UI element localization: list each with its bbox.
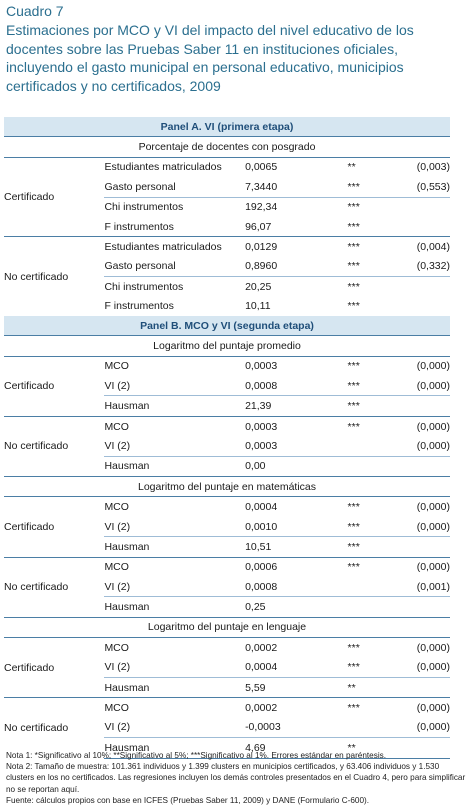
significance-stars xyxy=(348,597,392,617)
coefficient: 0,0002 xyxy=(245,638,347,658)
variable-name: Chi instrumentos xyxy=(104,197,245,217)
group-label: No certificado xyxy=(4,237,104,316)
coefficient: 0,0003 xyxy=(245,416,347,436)
section-title: Logaritmo del puntaje en matemáticas xyxy=(4,477,450,497)
table-row xyxy=(4,497,450,517)
significance-stars: *** xyxy=(348,237,392,257)
group-label: Certificado xyxy=(4,638,104,698)
group-label: No certificado xyxy=(4,416,104,476)
significance-stars: *** xyxy=(347,661,360,674)
variable-name: VI (2) xyxy=(104,439,131,452)
group-label: Certificado xyxy=(4,356,104,416)
variable-name: MCO xyxy=(104,416,245,436)
variable-name: F instrumentos xyxy=(104,300,174,313)
significance-stars: *** xyxy=(348,557,392,577)
standard-error: (0,001) xyxy=(416,580,450,593)
coefficient: 10,51 xyxy=(245,537,347,557)
table-title: Estimaciones por MCO y VI del impacto del nivel educativo de los docentes sobre las Pruebas Saber 11 en instituciones oficiales, incluyendo el gasto municipal en personal educativo, municipios certificados y no certificados, 2009 xyxy=(6,22,414,94)
group-label: No certificado xyxy=(4,698,104,758)
significance-stars: *** xyxy=(348,416,392,436)
significance-stars: *** xyxy=(347,180,360,193)
standard-error: (0,000) xyxy=(392,557,450,577)
variable-name: Hausman xyxy=(104,738,245,758)
variable-name: Estudiantes matriculados xyxy=(104,157,245,177)
variable-name: Gasto personal xyxy=(104,180,176,193)
significance-stars: *** xyxy=(348,638,392,658)
coefficient: 0,0004 xyxy=(245,497,347,517)
standard-error: (0,000) xyxy=(416,379,450,392)
standard-error: (0,000) xyxy=(392,356,450,376)
standard-error: (0,004) xyxy=(392,237,450,257)
variable-name: Hausman xyxy=(104,677,245,697)
standard-error: (0,332) xyxy=(416,260,450,273)
significance-stars: *** xyxy=(348,356,392,376)
standard-error xyxy=(392,197,450,217)
section-title: Logaritmo del puntaje en lenguaje xyxy=(4,617,450,637)
standard-error xyxy=(392,297,450,316)
group-label: Certificado xyxy=(4,157,104,237)
table-row xyxy=(4,638,450,658)
note-2: Nota 2: Tamaño de muestra: 101.361 individuos y 1.399 clusters en municipios certificados, y 63.406 individuos y 1.530 clusters en los no certificados. Las regresiones incluyen los demás controles presentados en el Cuadro 4, pero para simplificar no se reportan aquí. xyxy=(6,762,466,794)
panel-a-header: Panel A. VI (primera etapa) xyxy=(4,117,450,137)
significance-stars: ** xyxy=(348,157,392,177)
variable-name: VI (2) xyxy=(104,661,131,674)
coefficient: 0,0065 xyxy=(245,157,347,177)
coefficient: 5,59 xyxy=(245,677,347,697)
variable-name: Chi instrumentos xyxy=(104,277,245,297)
notes xyxy=(6,750,466,806)
variable-name: Hausman xyxy=(104,537,245,557)
variable-name: Estudiantes matriculados xyxy=(104,237,245,257)
panel-b-header: Panel B. MCO y VI (segunda etapa) xyxy=(4,316,450,336)
standard-error xyxy=(392,456,450,476)
significance-stars: *** xyxy=(347,520,360,533)
table-number: Cuadro 7 xyxy=(6,3,64,19)
coefficient: 0,0008 xyxy=(245,580,278,593)
significance-stars: *** xyxy=(347,379,360,392)
variable-name: MCO xyxy=(104,497,245,517)
standard-error xyxy=(392,396,450,416)
section-title-row xyxy=(4,477,450,497)
variable-name: Hausman xyxy=(104,396,245,416)
coefficient: 0,00 xyxy=(245,456,347,476)
section-title: Porcentaje de docentes con posgrado xyxy=(4,137,450,157)
standard-error: (0,000) xyxy=(416,721,450,734)
table-row xyxy=(4,698,450,718)
coefficient: 0,0008 xyxy=(245,379,278,392)
significance-stars: ** xyxy=(348,677,392,697)
significance-stars xyxy=(348,577,392,597)
variable-name: MCO xyxy=(104,557,245,577)
significance-stars: *** xyxy=(347,260,360,273)
standard-error xyxy=(392,277,450,297)
significance-stars: *** xyxy=(348,277,392,297)
standard-error xyxy=(392,677,450,697)
coefficient: 0,0010 xyxy=(245,520,278,533)
panel-a-header-row xyxy=(4,117,450,137)
significance-stars: *** xyxy=(348,497,392,517)
group-label: Certificado xyxy=(4,497,104,557)
coefficient: 7,3440 xyxy=(245,180,278,193)
variable-name: VI (2) xyxy=(104,721,131,734)
standard-error: (0,553) xyxy=(416,180,450,193)
coefficient: 0,0003 xyxy=(245,439,278,452)
standard-error: (0,000) xyxy=(416,439,450,452)
table-row xyxy=(4,356,450,376)
variable-name: VI (2) xyxy=(104,379,131,392)
standard-error: (0,000) xyxy=(416,661,450,674)
significance-stars: *** xyxy=(348,197,392,217)
coefficient: -0,0003 xyxy=(245,721,281,734)
variable-name: F instrumentos xyxy=(104,220,174,233)
standard-error: (0,000) xyxy=(392,416,450,436)
standard-error: (0,000) xyxy=(392,497,450,517)
standard-error xyxy=(392,217,450,237)
table-row xyxy=(4,416,450,436)
coefficient: 0,8960 xyxy=(245,260,278,273)
coefficient: 10,11 xyxy=(245,300,271,313)
variable-name: Hausman xyxy=(104,456,245,476)
section-title: Logaritmo del puntaje promedio xyxy=(4,336,450,356)
significance-stars xyxy=(348,718,392,738)
table-row xyxy=(4,157,450,177)
standard-error xyxy=(392,597,450,617)
results-table-body xyxy=(4,117,450,758)
significance-stars xyxy=(348,436,392,456)
variable-name: MCO xyxy=(104,638,245,658)
table-row xyxy=(4,557,450,577)
coefficient: 0,0003 xyxy=(245,356,347,376)
variable-name: VI (2) xyxy=(104,520,131,533)
section-title-row xyxy=(4,137,450,157)
section-title-row xyxy=(4,336,450,356)
group-label: No certificado xyxy=(4,557,104,617)
coefficient: 0,0006 xyxy=(245,557,347,577)
note-1: Nota 1: *Significativo al 10%; **Significativo al 5%; ***Significativo al 1%. Errores estándar en paréntesis. xyxy=(6,751,387,760)
variable-name: MCO xyxy=(104,698,245,718)
standard-error: (0,000) xyxy=(392,638,450,658)
coefficient: 0,0129 xyxy=(245,237,347,257)
standard-error: (0,000) xyxy=(416,520,450,533)
variable-name: VI (2) xyxy=(104,580,131,593)
results-table xyxy=(4,117,450,759)
coefficient: 0,25 xyxy=(245,597,347,617)
significance-stars: *** xyxy=(347,300,360,313)
coefficient: 96,07 xyxy=(245,220,272,233)
source-note: Fuente: cálculos propios con base en ICFES (Pruebas Saber 11, 2009) y DANE (Formulario C-600). xyxy=(6,795,369,805)
standard-error: (0,000) xyxy=(392,698,450,718)
coefficient: 4,69 xyxy=(245,738,347,758)
significance-stars: *** xyxy=(347,220,360,233)
section-title-row xyxy=(4,617,450,637)
table-row xyxy=(4,237,450,257)
significance-stars: *** xyxy=(348,396,392,416)
coefficient: 0,0004 xyxy=(245,661,278,674)
standard-error xyxy=(392,537,450,557)
significance-stars: ** xyxy=(348,738,392,758)
standard-error: (0,003) xyxy=(392,157,450,177)
coefficient: 0,0002 xyxy=(245,698,347,718)
coefficient: 21,39 xyxy=(245,396,347,416)
significance-stars: *** xyxy=(348,698,392,718)
coefficient: 192,34 xyxy=(245,197,347,217)
panel-b-header-row xyxy=(4,316,450,336)
significance-stars xyxy=(348,456,392,476)
significance-stars: *** xyxy=(348,537,392,557)
variable-name: MCO xyxy=(104,356,245,376)
variable-name: Hausman xyxy=(104,597,245,617)
variable-name: Gasto personal xyxy=(104,260,176,273)
coefficient: 20,25 xyxy=(245,277,347,297)
